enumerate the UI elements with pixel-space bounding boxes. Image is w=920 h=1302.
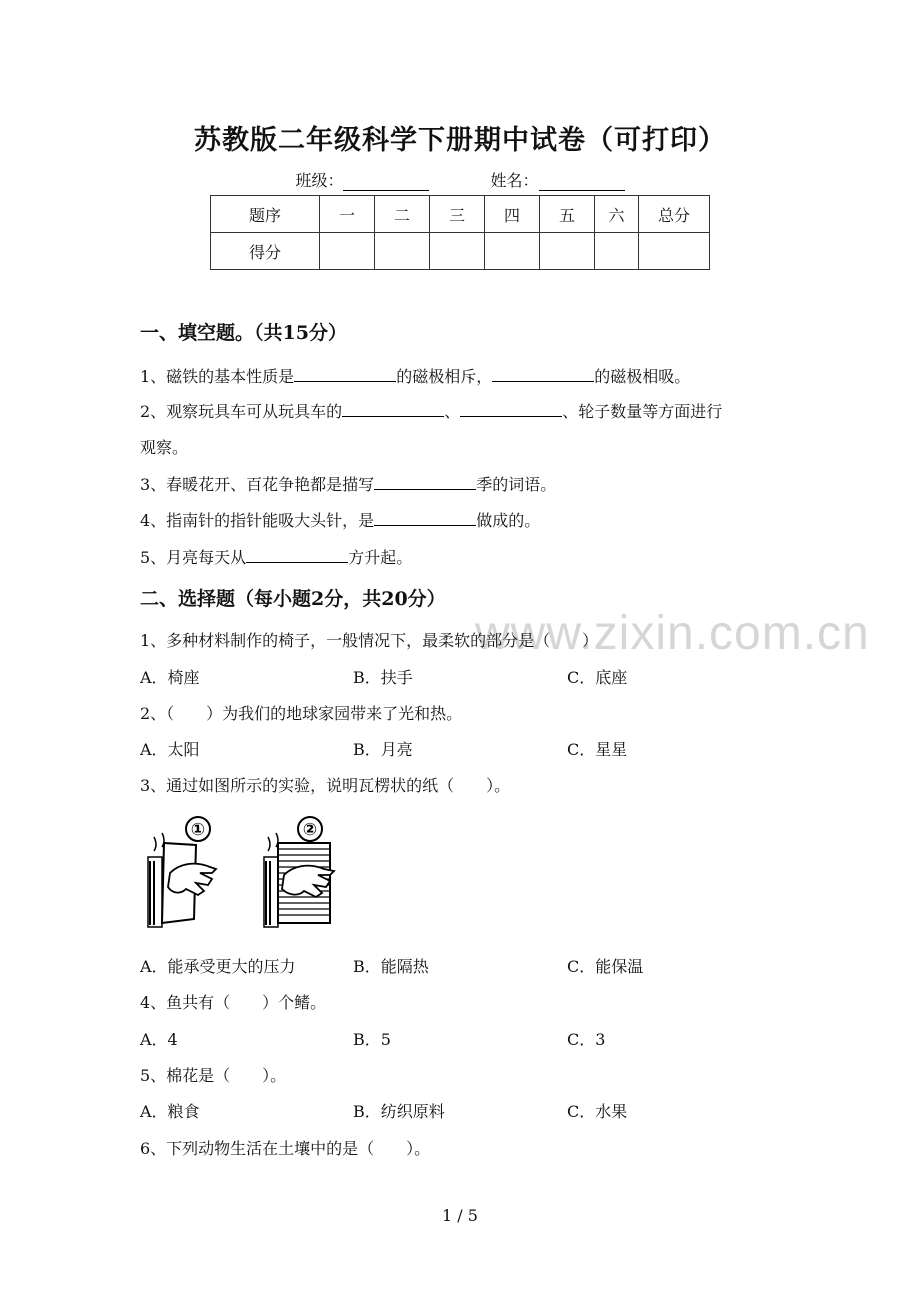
score-cell[interactable] <box>485 233 540 270</box>
option-c[interactable]: C．底座 <box>567 668 628 687</box>
section1-heading: 一、填空题。（共15分） <box>140 322 347 344</box>
fill-question-2 <box>140 399 722 422</box>
score-cell[interactable] <box>540 233 595 270</box>
class-blank[interactable] <box>343 172 429 191</box>
fill-question-5 <box>140 545 412 568</box>
score-table-score-row <box>211 233 710 270</box>
option-c[interactable]: C．3 <box>567 1030 606 1049</box>
option-b[interactable]: B．纺织原料 <box>353 1102 445 1121</box>
answer-blank[interactable] <box>342 400 444 417</box>
name-blank[interactable] <box>539 172 625 191</box>
watermark: www.zixin.com.cn <box>475 607 870 660</box>
question-text: 3、春暖花开、百花争艳都是描写 <box>140 475 375 494</box>
figure-label-2: ② <box>302 820 318 840</box>
answer-blank[interactable] <box>460 400 562 417</box>
choice-question-2: 2、（ ）为我们的地球家园带来了光和热。 <box>140 704 463 723</box>
option-b[interactable]: B．月亮 <box>353 740 413 759</box>
page-title: 苏教版二年级科学下册期中试卷（可打印） <box>194 125 726 156</box>
figure-label-1: ① <box>190 820 206 840</box>
header-cell: 总分 <box>639 196 710 233</box>
score-table <box>210 195 710 270</box>
score-cell[interactable] <box>320 233 375 270</box>
score-table-header-row <box>211 196 710 233</box>
header-cell: 一 <box>320 196 375 233</box>
header-cell: 三 <box>430 196 485 233</box>
header-cell: 二 <box>375 196 430 233</box>
score-cell[interactable] <box>595 233 639 270</box>
name-label: 姓名： <box>490 171 539 190</box>
header-cell: 题序 <box>211 196 320 233</box>
choice-question-5: 5、棉花是（ ）。 <box>140 1066 287 1085</box>
question-text: 2、观察玩具车可从玩具车的 <box>140 402 343 421</box>
option-c[interactable]: C．能保温 <box>567 957 644 976</box>
question-text: 做成的。 <box>476 511 541 530</box>
option-c[interactable]: C．水果 <box>567 1102 628 1121</box>
corrugated-paper-figure-1 <box>140 815 224 935</box>
student-info <box>0 168 920 191</box>
header-cell: 四 <box>485 196 540 233</box>
choice-question-1: 1、多种材料制作的椅子，一般情况下，最柔软的部分是（ ） <box>140 631 599 650</box>
fill-question-4 <box>140 508 540 531</box>
header-cell: 五 <box>540 196 595 233</box>
question-text: 的磁极相吸。 <box>594 367 691 386</box>
question-text: 、 <box>444 402 461 421</box>
option-a[interactable]: A．能承受更大的压力 <box>140 957 296 976</box>
question-text: 的磁极相斥， <box>396 367 493 386</box>
class-label: 班级： <box>295 171 344 190</box>
question-text: 1、磁铁的基本性质是 <box>140 367 295 386</box>
score-cell[interactable] <box>639 233 710 270</box>
option-a[interactable]: A．粮食 <box>140 1102 200 1121</box>
choice-question-3: 3、通过如图所示的实验，说明瓦楞状的纸（ ）。 <box>140 776 511 795</box>
page-number: 1 / 5 <box>442 1206 478 1225</box>
question-text: 、轮子数量等方面进行 <box>562 402 723 421</box>
experiment-figure-1 <box>140 815 224 939</box>
option-c[interactable]: C．星星 <box>567 740 628 759</box>
option-a[interactable]: A．椅座 <box>140 668 200 687</box>
question-text: 4、指南针的指针能吸大头针，是 <box>140 511 375 530</box>
fill-question-2-cont: 观察。 <box>140 438 189 457</box>
answer-blank[interactable] <box>374 509 476 526</box>
answer-blank[interactable] <box>294 365 396 382</box>
corrugated-paper-figure-2 <box>258 815 342 935</box>
header-cell: 六 <box>595 196 639 233</box>
answer-blank[interactable] <box>374 473 476 490</box>
option-a[interactable]: A．4 <box>140 1030 178 1049</box>
score-cell[interactable] <box>430 233 485 270</box>
choice-question-6: 6、下列动物生活在土壤中的是（ ）。 <box>140 1139 431 1158</box>
score-cell[interactable] <box>375 233 430 270</box>
answer-blank[interactable] <box>246 546 348 563</box>
option-a[interactable]: A．太阳 <box>140 740 200 759</box>
question-text: 季的词语。 <box>476 475 557 494</box>
section2-heading: 二、选择题（每小题2分，共20分） <box>140 588 446 610</box>
choice-question-4: 4、鱼共有（ ）个鳍。 <box>140 993 327 1012</box>
option-b[interactable]: B．5 <box>353 1030 391 1049</box>
fill-question-3 <box>140 472 556 495</box>
option-b[interactable]: B．扶手 <box>353 668 413 687</box>
fill-question-1 <box>140 364 690 387</box>
question-text: 方升起。 <box>348 548 413 567</box>
answer-blank[interactable] <box>492 365 594 382</box>
experiment-figure-2 <box>258 815 342 939</box>
option-b[interactable]: B．能隔热 <box>353 957 429 976</box>
score-row-label: 得分 <box>211 233 320 270</box>
question-text: 5、月亮每天从 <box>140 548 247 567</box>
